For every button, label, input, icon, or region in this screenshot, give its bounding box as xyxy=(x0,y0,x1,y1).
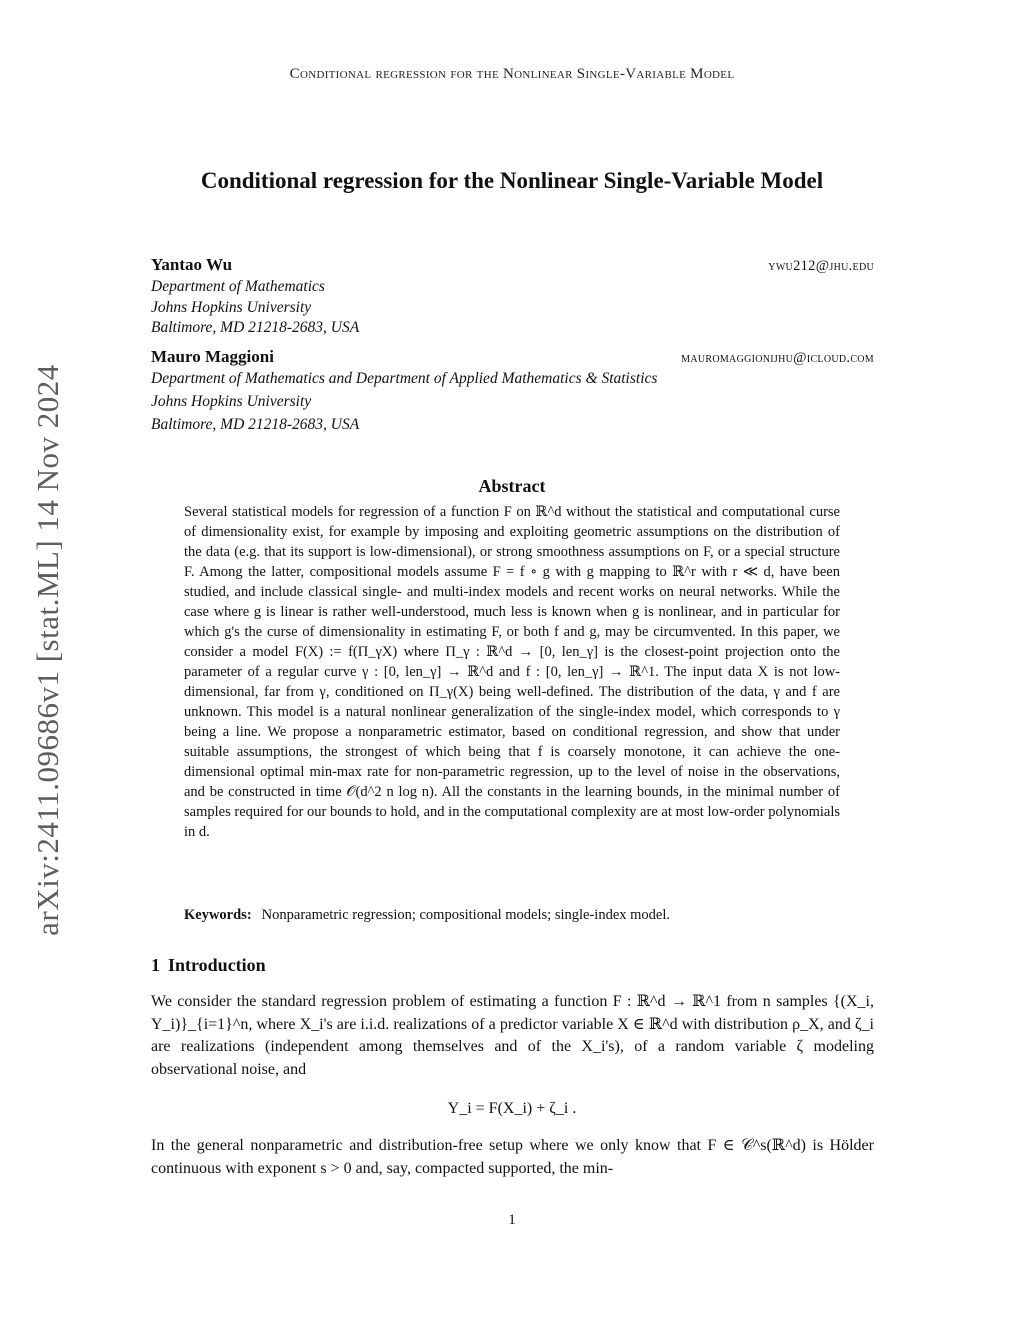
author-name: Mauro Maggioni xyxy=(151,347,274,366)
author-block-1 xyxy=(151,255,874,339)
author-name: Yantao Wu xyxy=(151,255,233,274)
author-affiliation-line: Baltimore, MD 21218-2683, USA xyxy=(151,416,360,433)
author-affiliation-line: Department of Mathematics xyxy=(151,278,325,295)
abstract-heading: Abstract xyxy=(478,476,546,496)
keywords xyxy=(184,905,840,925)
section-number: 1 xyxy=(151,955,160,975)
page-number: 1 xyxy=(508,1212,516,1228)
abstract-body xyxy=(184,502,840,842)
intro-paragraph-2: In the general nonparametric and distribution-free setup where we only know that F ∈ 𝒞^s(ℝ^d) is Hölder continuous with exponent s > 0 and, say, compacted supported, the min- xyxy=(151,1137,874,1177)
section-heading xyxy=(151,955,266,976)
arxiv-stamp: arXiv:2411.09686v1 [stat.ML] 14 Nov 2024 xyxy=(30,364,65,936)
keywords-text: Nonparametric regression; compositional models; single-index model. xyxy=(261,907,670,923)
section-title: Introduction xyxy=(168,955,266,975)
keywords-label: Keywords: xyxy=(184,907,252,923)
display-equation: Y_i = F(X_i) + ζ_i . xyxy=(447,1100,577,1117)
author-affiliation-line: Baltimore, MD 21218-2683, USA xyxy=(151,319,360,336)
author-block-2 xyxy=(151,347,874,436)
author-email: ywu212@jhu.edu xyxy=(768,258,874,274)
author-affiliation-line: Johns Hopkins University xyxy=(151,393,312,410)
running-head: Conditional regression for the Nonlinear Single-Variable Model xyxy=(289,66,735,82)
paper-title: Conditional regression for the Nonlinear Single-Variable Model xyxy=(200,168,824,193)
author-affiliation-line: Johns Hopkins University xyxy=(151,298,312,316)
author-email: mauromaggionijhu@icloud.com xyxy=(681,350,874,366)
abstract-text: Several statistical models for regression of a function F on ℝ^d without the statistical and computational curse of dimensionality exist, for example by imposing and exploiting geometric assumptions on the distribution of the data (e.g. that its support is low-dimensional), or strong smoothness assumptions on F, or a special structure F. Among the latter, compositional models assume F = f ∘ g with g mapping to ℝ^r with r ≪ d, have been studied, and include classical single- and multi-index models and recent works on neural networks. While the case where g is linear is rather well-understood, much less is known when g is nonlinear, and in particular for which g's the curse of dimensionality in estimating F, or both f and g, may be circumvented. In this paper, we consider a model F(X) := f(Π_γX) where Π_γ : ℝ^d → [0, len_γ] is the closest-point projection onto the parameter of a regular curve γ : [0, len_γ] → ℝ^d and f : [0, len_γ] → ℝ^1. The input data X is not low-dimensional, far from γ, conditioned on Π_γ(X) being well-defined. The distribution of the data, γ and f are unknown. This model is a natural nonlinear generalization of the single-index model, which corresponds to γ being a line. We propose a nonparametric estimator, based on conditional regression, and show that under suitable assumptions, the strongest of which being that f is coarsely monotone, it can achieve the one-dimensional optimal min-max rate for non-parametric regression, up to the level of noise in the observations, and be constructed in time 𝒪(d^2 n log n). All the constants in the learning bounds, in the minimal number of samples required for our bounds to hold, and in the computational complexity are at most low-order polynomials in d. xyxy=(184,504,840,840)
intro-paragraph-1: We consider the standard regression problem of estimating a function F : ℝ^d → ℝ^1 from n samples {(X_i, Y_i)}_{i=1}^n, where X_i's are i.i.d. realizations of a predictor variable X ∈ ℝ^d with distribution ρ_X, and ζ_i are realizations (independent among themselves and of the X_i's), of a random variable ζ modeling observational noise, and xyxy=(151,993,874,1078)
author-affiliation-line: Department of Mathematics and Department of Applied Mathematics & Statistics xyxy=(151,370,658,387)
